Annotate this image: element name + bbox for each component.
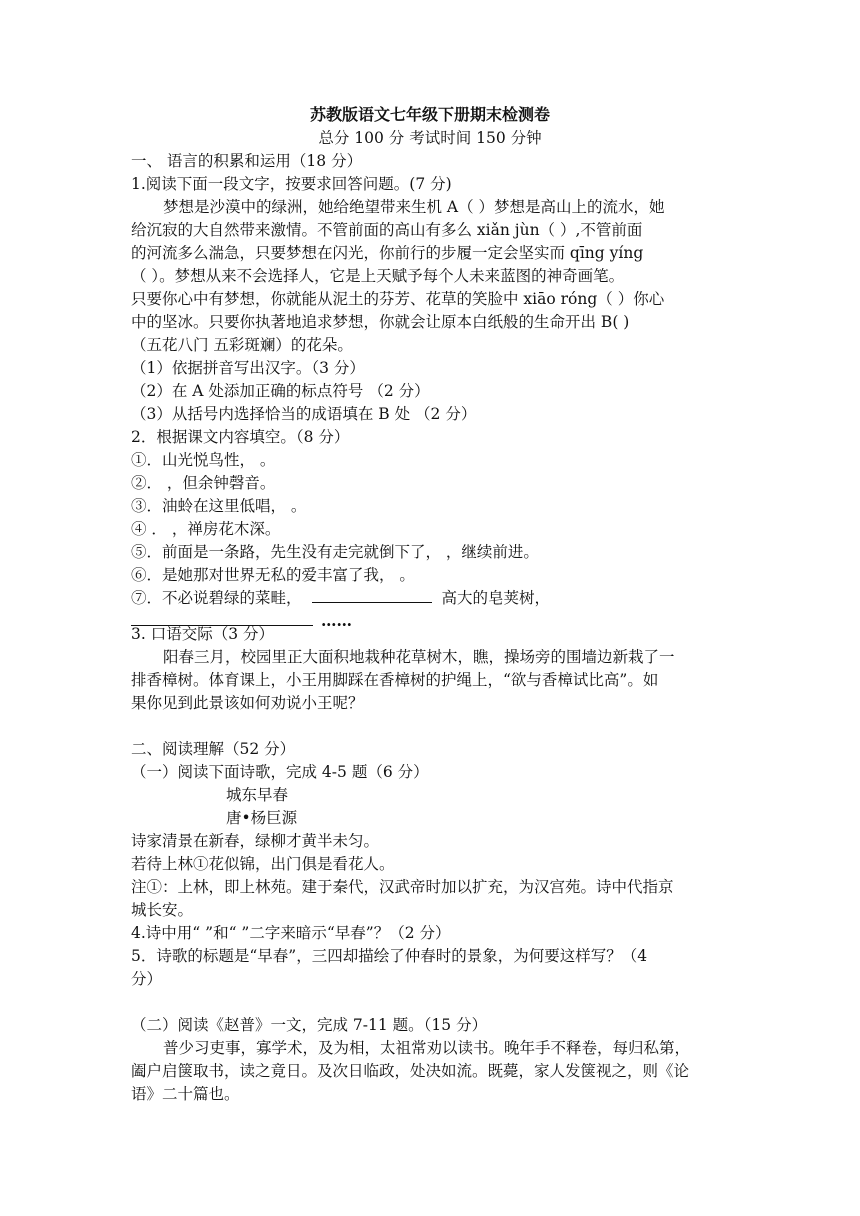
question-4: 4.诗中用“ ”和“ ”二字来暗示“早春”？（2 分） (131, 924, 451, 942)
fill-blank-item: ⑥．是她那对世界无私的爱丰富了我， 。 (131, 566, 415, 584)
answer-blank (312, 587, 432, 603)
document-title: 苏教版语文七年级下册期末检测卷 (309, 105, 550, 124)
fill-blank-item: ①．山光悦鸟性， 。 (131, 451, 276, 469)
sub-question: （1）依据拼音写出汉字。（3 分） (131, 359, 365, 377)
question-3-text: 排香樟树。体育课上，小王用脚踩在香樟树的护绳上，“欲与香樟试比高”。如 (131, 671, 659, 689)
q7-middle: 高大的皂荚树， (441, 589, 551, 607)
classical-passage-line: 阖户启箧取书，读之竟日。及次日临政，处决如流。既薨，家人发箧视之，则《论 (131, 1062, 690, 1080)
passage-line: 只要你心中有梦想，你就能从泥土的芬芳、花草的笑脸中 xiāo róng（ ）你心 (131, 290, 665, 308)
question-2-heading: 2．根据课文内容填空。（8 分） (131, 428, 350, 446)
poem-note: 注①：上林，即上林苑。建于秦代，汉武帝时加以扩充，为汉宫苑。诗中代指京 (131, 878, 674, 896)
poem-section-heading: （一）阅读下面诗歌，完成 4-5 题（6 分） (131, 763, 429, 781)
classical-passage-line: 语》二十篇也。 (131, 1085, 240, 1103)
question-1-heading: 1.阅读下面一段文字，按要求回答问题。(7 分) (131, 175, 452, 193)
poem-line: 诗家清景在新春，绿柳才黄半未匀。 (131, 832, 380, 850)
passage-line: （五花八门 五彩斑斓）的花朵。 (131, 336, 353, 354)
section-one-heading: 一、 语言的积累和运用（18 分） (131, 152, 363, 170)
classical-passage-line: 普少习吏事，寡学术，及为相，太祖常劝以读书。晚年手不释卷，每归私第， (163, 1039, 691, 1057)
question-5: 5．诗歌的标题是“早春”，三四却描绘了仲春时的景象，为何要这样写？（4 (131, 947, 648, 965)
q7-ellipsis: …… (321, 611, 352, 630)
poem-author: 唐•杨巨源 (226, 809, 298, 827)
section-two-heading: 二、阅读理解（52 分） (131, 740, 296, 758)
fill-blank-item: ③．油蛉在这里低唱， 。 (131, 497, 307, 515)
question-3-heading: 3. 口语交际（3 分） (131, 625, 275, 643)
fill-blank-item-7 (131, 587, 731, 609)
fill-blank-item: ⑤．前面是一条路，先生没有走完就倒下了， ，继续前进。 (131, 543, 539, 561)
q7-start: ⑦．不必说碧绿的菜畦， (131, 589, 302, 607)
passage-line: 给沉寂的大自然带来激情。不管前面的高山有多么 xiǎn jùn（ ）,不管前面 (131, 221, 643, 239)
passage-line: 中的坚冰。只要你执著地追求梦想，你就会让原本白纸般的生命开出 B( ) (131, 313, 630, 331)
poem-line: 若待上林①花似锦，出门俱是看花人。 (131, 855, 395, 873)
poem-note: 城长安。 (131, 901, 194, 919)
question-5: 分） (131, 970, 163, 988)
document-subtitle: 总分 100 分 考试时间 150 分钟 (318, 129, 542, 147)
fill-blank-item: ②． ，但余钟磬音。 (131, 474, 276, 492)
passage-line: （ ）。梦想从来不会选择人，它是上天赋予每个人未来蓝图的神奇画笔。 (131, 267, 625, 285)
fill-blank-item: ④ ． ，禅房花木深。 (131, 520, 281, 538)
question-3-text: 果你见到此景该如何劝说小王呢？ (131, 694, 364, 712)
question-3-text: 阳春三月，校园里正大面积地栽种花草树木，瞧，操场旁的围墙边新栽了一 (163, 648, 675, 666)
sub-question: （3）从括号内选择恰当的成语填在 B 处 （2 分） (131, 405, 477, 423)
passage-line: 梦想是沙漠中的绿洲，她给绝望带来生机 A（ ）梦想是高山上的流水，她 (163, 198, 665, 216)
reading-two-heading: （二）阅读《赵普》一文，完成 7-11 题。（15 分） (131, 1016, 488, 1034)
passage-line: 的河流多么湍急，只要梦想在闪光，你前行的步履一定会坚实而 qīng yíng (131, 244, 644, 262)
sub-question: （2）在 A 处添加正确的标点符号 （2 分） (131, 382, 430, 400)
poem-title: 城东早春 (226, 786, 289, 804)
